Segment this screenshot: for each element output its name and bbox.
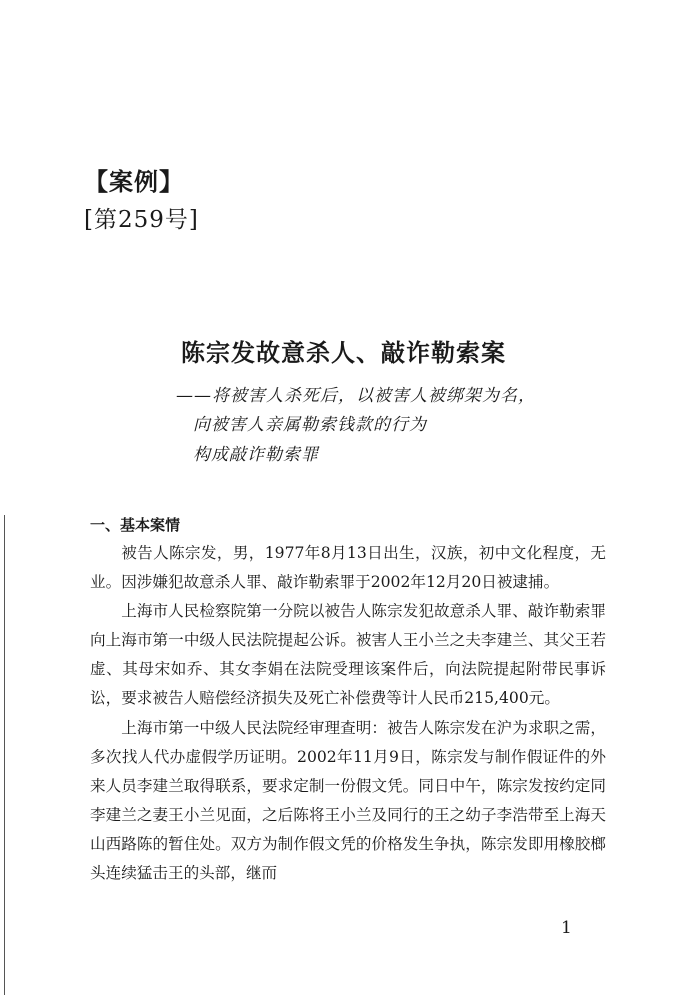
case-subtitle-line-2: 向被害人亲属勒索钱款的行为 bbox=[193, 415, 427, 435]
paragraph-1: 被告人陈宗发，男，1977年8月13日出生，汉族，初中文化程度，无业。因涉嫌犯故意杀人罪、敲诈勒索罪于2002年12月20日被逮捕。 bbox=[90, 544, 606, 592]
body-text bbox=[90, 539, 606, 888]
paragraph-3: 上海市第一中级人民法院经审理查明：被告人陈宗发在沪为求职之需，多次找人代办虚假学历证明。2002年11月9日，陈宗发与制作假证件的外来人员李建兰取得联系，要求定制一份假文凭。同日中午，陈宗发按约定同李建兰之妻王小兰见面，之后陈将王小兰及同行的王之幼子李浩带至上海天山西路陈的暂住处。双方为制作假文凭的价格发生争执，陈宗发即用橡胶榔头连续猛击王的头部，继而 bbox=[90, 718, 606, 883]
binding-edge-line bbox=[4, 515, 5, 995]
case-subtitle-line-3: 构成敲诈勒索罪 bbox=[193, 445, 319, 465]
case-number: [第259号] bbox=[84, 207, 199, 233]
case-label: 【案例】 bbox=[84, 167, 184, 196]
paragraph-2: 上海市人民检察院第一分院以被告人陈宗发犯故意杀人罪、敲诈勒索罪向上海市第一中级人民法院提起公诉。被害人王小兰之夫李建兰、其父王若虚、其母宋如乔、其女李娟在法院受理该案件后，向法院提起附带民事诉讼，要求被告人赔偿经济损失及死亡补偿费等计人民币215,400元。 bbox=[90, 602, 606, 708]
section-heading: 一、基本案情 bbox=[90, 516, 181, 534]
case-subtitle-line-1: ——将被害人杀死后，以被害人被绑架为名， bbox=[176, 386, 536, 406]
case-title: 陈宗发故意杀人、敲诈勒索案 bbox=[181, 338, 506, 367]
page-number: 1 bbox=[561, 918, 572, 938]
